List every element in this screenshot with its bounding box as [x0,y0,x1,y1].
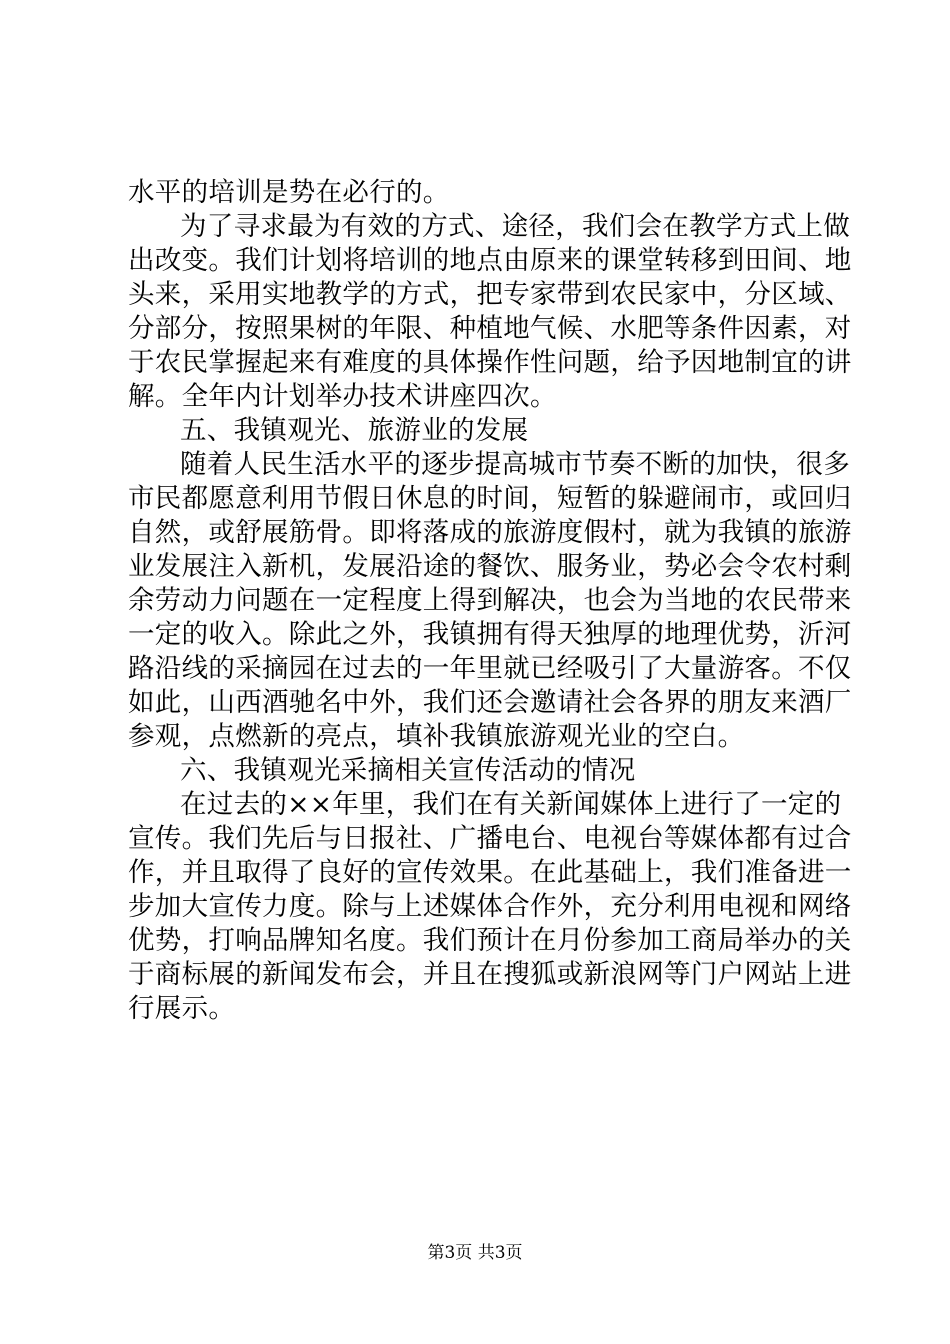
body-text-line: 作，并且取得了良好的宣传效果。在此基础上，我们准备进一 [128,857,852,888]
body-text-line: 分部分，按照果树的年限、种植地气候、水肥等条件因素，对 [128,313,852,344]
body-text-line: 一定的收入。除此之外，我镇拥有得天独厚的地理优势，沂河 [128,619,852,650]
body-text-line: 解。全年内计划举办技术讲座四次。 [128,381,557,412]
body-text-line: 余劳动力问题在一定程度上得到解决，也会为当地的农民带来 [128,585,852,616]
body-text-line: 步加大宣传力度。除与上述媒体合作外，充分利用电视和网络 [128,891,852,922]
body-text-line: 宣传。我们先后与日报社、广播电台、电视台等媒体都有过合 [128,823,852,854]
paragraph-first-line: 随着人民生活水平的逐步提高城市节奏不断的加快，很多 [180,449,850,480]
section-heading: 六、我镇观光采摘相关宣传活动的情况 [180,755,636,786]
body-text-line: 出改变。我们计划将培训的地点由原来的课堂转移到田间、地 [128,245,852,276]
body-text-line: 水平的培训是势在必行的。 [128,177,450,208]
body-text-line: 市民都愿意利用节假日休息的时间，短暂的躲避闹市，或回归 [128,483,852,514]
page-footer: 第3页 共3页 [427,1243,523,1263]
paragraph-first-line: 在过去的××年里，我们在有关新闻媒体上进行了一定的 [180,789,842,820]
body-text-line: 业发展注入新机，发展沿途的餐饮、服务业，势必会令农村剩 [128,551,852,582]
body-text-line: 头来，采用实地教学的方式，把专家带到农民家中，分区域、 [128,279,852,310]
body-text-line: 于商标展的新闻发布会，并且在搜狐或新浪网等门户网站上进 [128,959,852,990]
body-text-line: 于农民掌握起来有难度的具体操作性问题，给予因地制宜的讲 [128,347,852,378]
body-text-line: 如此，山西酒驰名中外，我们还会邀请社会各界的朋友来酒厂 [128,687,852,718]
section-heading: 五、我镇观光、旅游业的发展 [180,415,529,446]
body-text-line: 路沿线的采摘园在过去的一年里就已经吸引了大量游客。不仅 [128,653,852,684]
body-text-line: 参观，点燃新的亮点，填补我镇旅游观光业的空白。 [128,721,745,752]
body-text-line: 优势，打响品牌知名度。我们预计在月份参加工商局举办的关 [128,925,852,956]
body-text-line: 自然，或舒展筋骨。即将落成的旅游度假村，就为我镇的旅游 [128,517,852,548]
paragraph-first-line: 为了寻求最为有效的方式、途径，我们会在教学方式上做 [180,211,850,242]
body-text-line: 行展示。 [128,993,236,1024]
